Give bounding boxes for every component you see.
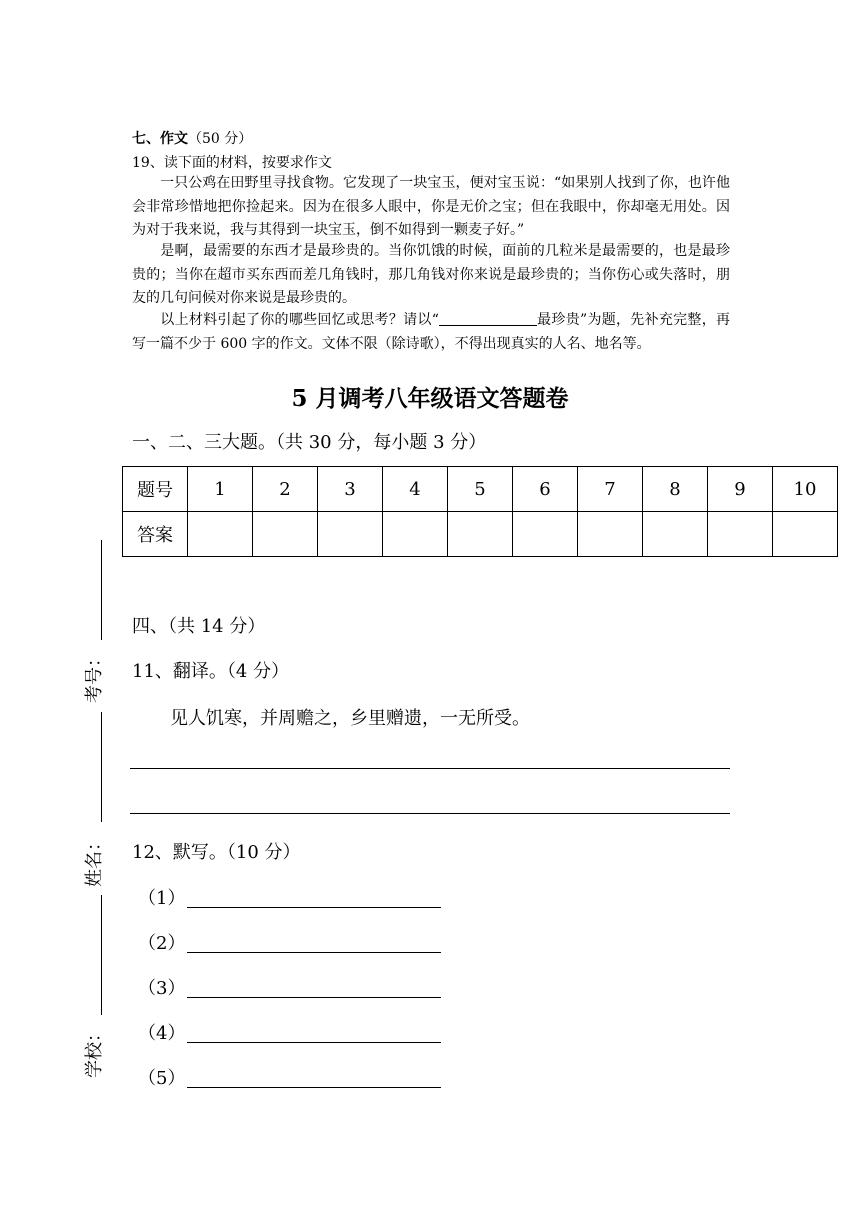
translation-answer-line[interactable]: [130, 768, 730, 769]
table-cell-number: 8: [643, 467, 708, 512]
name-field[interactable]: [101, 895, 102, 1015]
table-cell-number: 9: [708, 467, 773, 512]
table-row-numbers: [123, 467, 838, 512]
question-11-heading: 11、翻译。（4 分）: [132, 661, 290, 682]
essay-paragraph-3: 以上材料引起了你的哪些回忆或思考？请以“ 最珍贵”为题，先补充完整，再写一篇不少于 600 字的作文。文体不限（除诗歌），不得出现真实的人名、地名等。: [132, 312, 730, 352]
row-label-answer: 答案: [123, 512, 188, 557]
dictation-item: （4）: [138, 1019, 441, 1045]
dictation-blank[interactable]: [187, 1024, 441, 1043]
part4-heading: 四、（共 14 分）: [132, 616, 266, 637]
table-cell-number: 6: [513, 467, 578, 512]
name-label: 姓名：: [84, 833, 105, 887]
school-label: 学校：: [84, 1024, 105, 1078]
dictation-blank[interactable]: [187, 889, 441, 908]
answer-cell[interactable]: [643, 512, 708, 557]
essay-paragraph-2: 是啊，最需要的东西才是最珍贵的。当你饥饿的时候，面前的几粒米是最需要的，也是最珍贵的；当你在超市买东西而差几角钱时，那几角钱对你来说是最珍贵的；当你伤心或失落时，朋友的几句问候对你来说是最珍贵的。: [132, 243, 730, 306]
title-blank[interactable]: [439, 311, 537, 326]
translation-answer-line[interactable]: [130, 813, 730, 814]
table-cell-number: 1: [188, 467, 253, 512]
answer-table: [122, 466, 838, 557]
answer-cell[interactable]: [708, 512, 773, 557]
answer-cell[interactable]: [578, 512, 643, 557]
table-cell-number: 4: [383, 467, 448, 512]
table-cell-number: 3: [318, 467, 383, 512]
dictation-item: （5）: [138, 1064, 441, 1090]
answer-cell[interactable]: [383, 512, 448, 557]
table-row-answers: [123, 512, 838, 557]
table-cell-number: 2: [253, 467, 318, 512]
question-19: 19、读下面的材料，按要求作文: [132, 155, 332, 171]
answer-cell[interactable]: [188, 512, 253, 557]
answer-cell[interactable]: [318, 512, 383, 557]
dictation-item: （1）: [138, 884, 441, 910]
essay-paragraph-1: 一只公鸡在田野里寻找食物。它发现了一块宝玉，便对宝玉说：“如果别人找到了你，也许他会非常珍惜地把你捡起来。因为在很多人眼中，你是无价之宝；但在我眼中，你却毫无用处。因为对于我来说，我与其得到一块宝玉，倒不如得到一颗麦子好。”: [132, 175, 730, 238]
answer-cell[interactable]: [513, 512, 578, 557]
dictation-blank[interactable]: [187, 934, 441, 953]
exam-number-label: 考号：: [84, 649, 105, 703]
dictation-item: （3）: [138, 974, 441, 1000]
answer-cell[interactable]: [253, 512, 318, 557]
row-label-number: 题号: [123, 467, 188, 512]
answer-cell[interactable]: [773, 512, 838, 557]
exam-number-field[interactable]: [101, 712, 102, 822]
table-cell-number: 5: [448, 467, 513, 512]
dictation-blank[interactable]: [187, 979, 441, 998]
table-cell-number: 7: [578, 467, 643, 512]
question-12-heading: 12、默写。（10 分）: [132, 842, 301, 863]
answer-cell[interactable]: [448, 512, 513, 557]
part1-heading: 一、二、三大题。（共 30 分，每小题 3 分）: [132, 432, 487, 453]
dictation-blank[interactable]: [187, 1069, 441, 1088]
translation-sentence: 见人饥寒，并周赡之，乡里赠遗，一无所受。: [170, 708, 530, 729]
dictation-item: （2）: [138, 929, 441, 955]
answer-sheet-title: 5 月调考八年级语文答题卷: [291, 385, 569, 412]
binding-line: [101, 540, 102, 640]
essay-section-title: 七、作文（50 分）: [132, 131, 253, 147]
table-cell-number: 10: [773, 467, 838, 512]
